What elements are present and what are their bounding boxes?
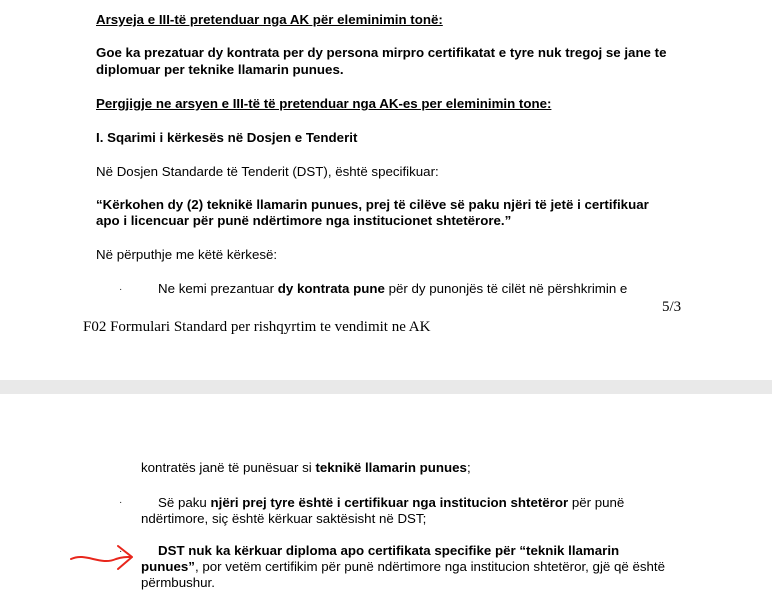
bullet-3-line-3: përmbushur. (141, 575, 215, 590)
bullet-2-text-pre: Së paku (158, 495, 211, 510)
claim-line-2: diplomuar per teknike llamarin punues. (96, 62, 344, 77)
section-title: I. Sqarimi i kërkesës në Dosjen e Tenderit (96, 130, 358, 145)
bullet-2-line-2: ndërtimore, siç është kërkuar saktësisht në DST; (141, 511, 427, 526)
bullet-3-line-2 (141, 558, 665, 576)
bullet-1-text-pre: Ne kemi prezantuar (158, 281, 278, 296)
claim-line-1: Goe ka prezatuar dy kontrata per dy persona mirpro certifikatat e tyre nuk tregoj se jane te (96, 45, 667, 60)
bullet-marker: · (119, 546, 123, 557)
page-number: 5/3 (662, 299, 682, 315)
red-arrow-annotation-icon (68, 540, 138, 574)
page-footer: F02 Formulari Standard per rishqyrtim te vendimit ne AK (83, 319, 431, 335)
compliance-intro: Në përputhje me këtë kërkesë: (96, 247, 278, 262)
quote-line-1: “Kërkohen dy (2) teknikë llamarin punues, prej të cilëve së paku njëri të jetë i certifikuar (96, 197, 649, 212)
bullet-2-text-post: për punë (568, 495, 625, 510)
dst-intro: Në Dosjen Standarde të Tenderit (DST), është specifikuar: (96, 164, 439, 179)
bullet-1-text-bold: dy kontrata pune (277, 281, 385, 296)
bullet-marker: · (119, 284, 123, 295)
quote-line-2: apo i licencuar për punë ndërtimore nga institucionet shtetërore.” (96, 213, 512, 228)
page-separator (0, 380, 772, 394)
bullet-1-cont-bold: teknikë llamarin punues (315, 460, 467, 475)
bullet-1-cont-post: ; (466, 460, 471, 475)
heading-reason: Arsyeja e III-të pretenduar nga AK për eleminimin tonë: (96, 12, 443, 27)
bullet-3-text-bold: punues” (141, 559, 195, 574)
heading-response: Pergjigje ne arsyen e III-të të pretenduar nga AK-es per eleminimin tone: (96, 96, 552, 111)
bullet-marker: · (119, 497, 123, 508)
bullet-1-text-post: për dy punonjës të cilët në përshkrimin e (384, 281, 628, 296)
bullet-3-line-1: DST nuk ka kërkuar diploma apo certifikata specifike për “teknik llamarin (158, 543, 620, 558)
bullet-1-line-1 (158, 280, 627, 298)
bullet-2-text-bold: njëri prej tyre është i certifikuar nga institucion shtetëror (210, 495, 569, 510)
bullet-1-cont-pre: kontratës janë të punësuar si (141, 460, 316, 475)
bullet-1-continuation (141, 459, 471, 477)
bullet-3-text-rest: , por vetëm certifikim për punë ndërtimore nga institucion shtetëror, gjë që është (194, 559, 666, 574)
